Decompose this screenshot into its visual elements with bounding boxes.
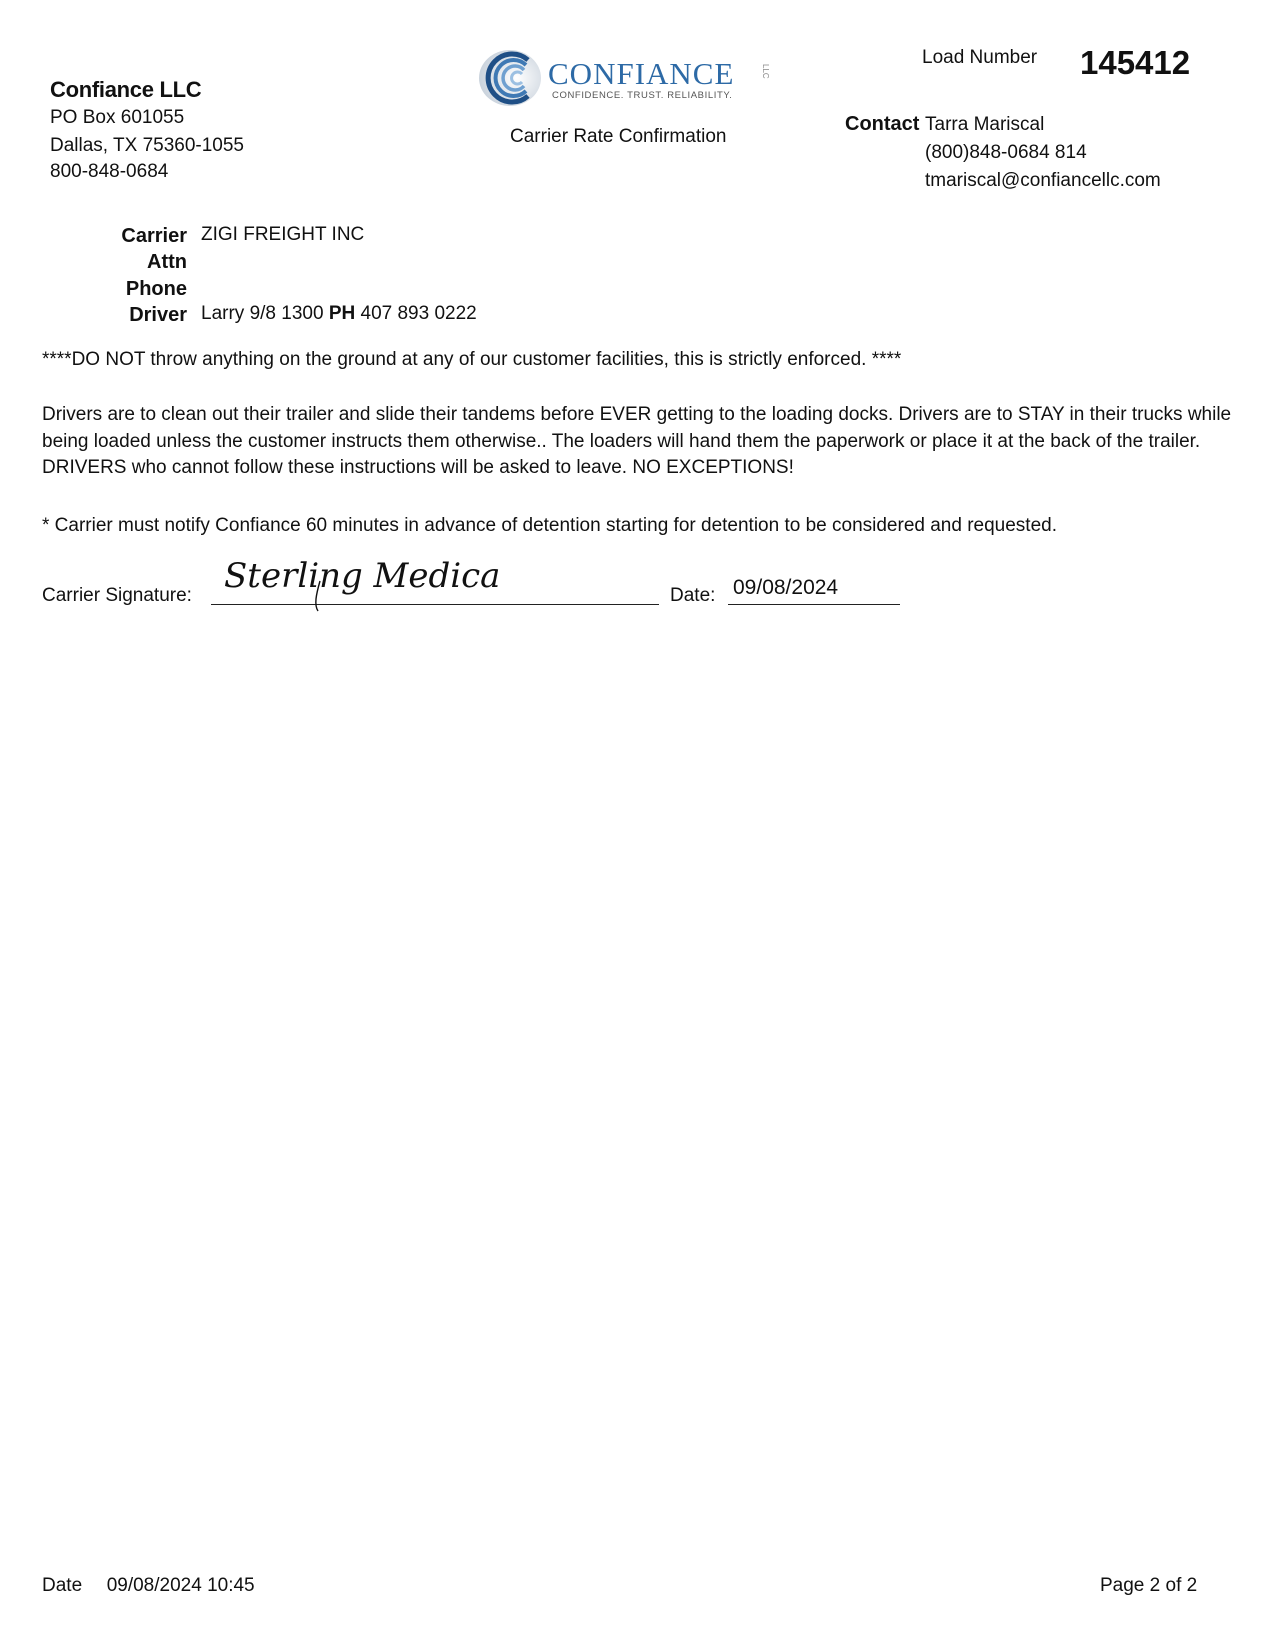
logo-llc-suffix: LLC bbox=[761, 64, 770, 79]
document-title: Carrier Rate Confirmation bbox=[510, 126, 727, 147]
contact-phone: (800)848-0684 814 bbox=[925, 142, 1087, 163]
date-line bbox=[728, 604, 900, 605]
footer-page-of: of bbox=[1165, 1575, 1182, 1596]
footer-page-current: 2 bbox=[1149, 1575, 1161, 1596]
confiance-logo bbox=[476, 48, 786, 108]
attn-label: Attn bbox=[147, 251, 187, 273]
footer-page-total: 2 bbox=[1186, 1575, 1198, 1596]
footer-page-indicator bbox=[1100, 1575, 1197, 1597]
contact-email: tmariscal@confiancellc.com bbox=[925, 170, 1161, 191]
driver-phone: 407 893 0222 bbox=[360, 303, 477, 324]
logo-tagline: CONFIDENCE. TRUST. RELIABILITY. bbox=[552, 90, 733, 101]
driver-value bbox=[201, 303, 477, 325]
svg-text:Sterling Medica: Sterling Medica bbox=[224, 556, 501, 596]
swirl-logo-icon bbox=[476, 48, 546, 108]
footer-date-label: Date bbox=[42, 1575, 83, 1596]
carrier-signature-label: Carrier Signature: bbox=[42, 585, 192, 606]
logo-wordmark: CONFIANCE bbox=[548, 56, 735, 91]
load-number-value: 145412 bbox=[1080, 44, 1191, 81]
company-address-po-box: PO Box 601055 bbox=[50, 107, 185, 128]
company-name: Confiance LLC bbox=[50, 77, 202, 102]
driver-name-time: Larry 9/8 1300 bbox=[201, 303, 324, 324]
company-address-city: Dallas, TX 75360-1055 bbox=[50, 135, 244, 156]
notice-detention: * Carrier must notify Confiance 60 minutes in advance of detention starting for detention to be considered and requested. bbox=[42, 515, 1057, 536]
signature-date-value: 09/08/2024 bbox=[733, 576, 839, 599]
company-phone: 800-848-0684 bbox=[50, 161, 169, 182]
driver-ph-label: PH bbox=[328, 303, 356, 324]
load-number-label: Load Number bbox=[922, 47, 1038, 68]
footer-date bbox=[42, 1575, 255, 1597]
notice-ground: ****DO NOT throw anything on the ground at any of our customer facilities, this is strictly enforced. **** bbox=[42, 349, 902, 370]
carrier-label: Carrier bbox=[121, 225, 187, 247]
phone-label: Phone bbox=[125, 278, 187, 300]
contact-name: Tarra Mariscal bbox=[925, 114, 1045, 135]
handwritten-signature bbox=[222, 553, 502, 615]
footer-page-label: Page bbox=[1100, 1575, 1145, 1596]
signature-date-label: Date: bbox=[670, 585, 716, 606]
carrier-value: ZIGI FREIGHT INC bbox=[201, 224, 365, 245]
footer-date-value: 09/08/2024 10:45 bbox=[106, 1575, 255, 1596]
driver-label: Driver bbox=[129, 304, 187, 326]
notice-drivers: Drivers are to clean out their trailer and slide their tandems before EVER getting to the loading docks. Drivers are to STAY in their trucks while being loaded unless the customer instructs them otherwise.. The loaders will hand them the paperwork or place it at the back of the trailer. DRIVERS who cannot follow these instructions will be asked to leave. NO EXCEPTIONS! bbox=[42, 404, 1232, 478]
contact-label: Contact bbox=[845, 113, 920, 135]
